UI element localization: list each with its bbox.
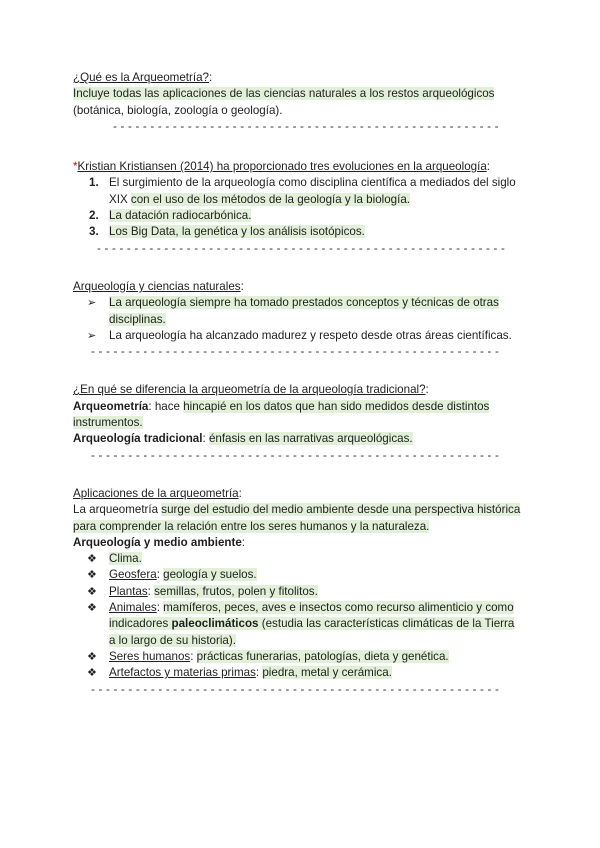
item-text: piedra, metal y cerámica.	[262, 666, 392, 680]
item-text: La arqueología siempre ha tomado prestados conceptos y técnicas de otras disciplinas.	[109, 296, 499, 326]
item-text: Clima.	[109, 552, 142, 566]
list-item	[73, 649, 523, 665]
intro-text-a: La arqueometría	[73, 503, 162, 517]
item-label: Plantas	[109, 584, 148, 598]
diamond-bullet-icon: ❖	[87, 569, 97, 582]
list-item	[73, 584, 523, 600]
item-label: Artefactos y materias primas	[109, 666, 256, 680]
diamond-bullet-icon: ❖	[87, 650, 97, 663]
term-traditional: Arqueología tradicional	[73, 432, 203, 446]
dashed-separator: - - - - - - - - - - - - - - - - - - - - - - - - - - - - - - - - - - - - - - - - - - - - - - - - - - - - - - -	[91, 448, 500, 462]
evolutions-list	[73, 175, 523, 240]
list-item	[73, 295, 523, 328]
item-text: prácticas funerarias, patologías, dieta y genética.	[196, 649, 449, 663]
dashed-separator: - - - - - - - - - - - - - - - - - - - - - - - - - - - - - - - - - - - - - - - - - - - - - - - - - - - -	[113, 119, 499, 133]
section-difference	[73, 382, 523, 398]
section-title: ¿En qué se diferencia la arqueometría de la arqueología tradicional?	[73, 383, 426, 397]
item-text: semillas, frutos, polen y fitolitos.	[154, 584, 318, 598]
title-colon: :	[425, 383, 429, 397]
list-item	[73, 665, 523, 681]
item-label: Animales	[109, 601, 157, 615]
list-number: 2.	[89, 209, 99, 223]
asterisk-mark: *	[73, 160, 78, 174]
item-text: geología y suelos.	[163, 568, 257, 582]
list-item	[73, 175, 523, 208]
item-text-a: mamíferos, peces, aves e insectos como recurso alimenticio y como indicadores	[109, 601, 514, 631]
item-text: La arqueología ha alcanzado madurez y respeto desde otras áreas científicas.	[109, 328, 512, 342]
diamond-bullet-icon: ❖	[87, 585, 97, 598]
item-label: Seres humanos	[109, 649, 191, 663]
document-content	[73, 70, 523, 698]
diamond-bullet-icon: ❖	[87, 602, 97, 615]
item-text-a: El surgimiento de la arqueología como disciplina científica	[109, 176, 407, 190]
item-label: Geosfera	[109, 568, 157, 582]
section-natural-sciences	[73, 279, 523, 295]
arrow-bullet-icon: ➢	[87, 297, 97, 310]
term-connector: :	[202, 432, 209, 446]
list-item	[73, 208, 523, 224]
list-item	[73, 600, 523, 649]
applications-intro	[73, 502, 523, 535]
list-item	[73, 567, 523, 583]
intro-text-b: surge del estudio del medio ambiente desde una perspectiva histórica para comprender la relación entre los seres humanos y la naturaleza.	[73, 503, 521, 533]
dashed-separator: - - - - - - - - - - - - - - - - - - - - - - - - - - - - - - - - - - - - - - - - - - - - - - - - - - - - - - -	[97, 241, 506, 255]
natural-sciences-list	[73, 295, 523, 344]
section-title: Kristian Kristiansen (2014) ha proporcionado tres evoluciones en la arqueología	[77, 160, 487, 174]
definition-line-2: (botánica, biología, zoología o geología).	[73, 103, 283, 117]
item-text: La datación radiocarbónica.	[109, 209, 252, 223]
traditional-definition	[73, 431, 523, 447]
item-bold: paleoclimáticos	[171, 617, 259, 631]
arrow-bullet-icon: ➢	[87, 329, 97, 342]
subsection-colon: :	[241, 535, 246, 549]
archaeometry-definition	[73, 399, 523, 432]
term-archaeometry: Arqueometría	[73, 399, 149, 413]
dashed-separator: - - - - - - - - - - - - - - - - - - - - - - - - - - - - - - - - - - - - - - - - - - - - - - - - - - - - - - -	[91, 682, 500, 696]
item-text-b: (estudia las características climáticas de la Tierra a lo largo de su historia).	[109, 617, 515, 647]
title-colon: :	[238, 486, 242, 500]
item-sep: :	[156, 568, 164, 582]
list-item	[73, 224, 523, 240]
definition-line-1: Incluye todas las aplicaciones de las ciencias naturales a los restos arqueológicos	[73, 87, 495, 101]
section-title: ¿Qué es la Arqueometría?	[73, 71, 209, 84]
subsection-environment	[73, 535, 523, 551]
section-what-is-archaeometry	[73, 70, 523, 86]
list-item	[73, 328, 523, 344]
item-text: Los Big Data, la genética y los análisis isotópicos.	[109, 225, 365, 239]
title-colon: :	[240, 279, 244, 293]
term-description: énfasis en las narrativas arqueológicas.	[208, 432, 413, 446]
item-text-b: a mediados del siglo XIX	[109, 176, 516, 206]
term-description: hincapié en los datos que han sido medidos desde distintos instrumentos.	[73, 399, 490, 430]
diamond-bullet-icon: ❖	[87, 553, 97, 566]
item-text-c: con el uso de los métodos de la geología y la biología.	[130, 192, 411, 206]
subsection-title: Arqueología y medio ambiente	[73, 535, 242, 549]
list-number: 1.	[89, 176, 99, 190]
term-connector: : hace	[148, 399, 184, 413]
section-title: Aplicaciones de la arqueometría	[73, 486, 239, 500]
item-sep: :	[147, 584, 155, 598]
list-number: 3.	[89, 225, 99, 239]
definition-text	[73, 86, 523, 102]
section-title: Arqueología y ciencias naturales	[73, 279, 241, 293]
title-colon: :	[486, 160, 491, 174]
item-sep: :	[190, 649, 197, 663]
section-applications	[73, 486, 523, 502]
section-kristiansen	[73, 159, 523, 175]
list-item	[73, 551, 523, 567]
item-sep: :	[255, 666, 263, 680]
environment-list	[73, 551, 523, 681]
item-sep: :	[156, 601, 164, 615]
title-colon: :	[208, 71, 213, 84]
diamond-bullet-icon: ❖	[87, 667, 97, 680]
dashed-separator: - - - - - - - - - - - - - - - - - - - - - - - - - - - - - - - - - - - - - - - - - - - - - - - - - - - - - - -	[91, 345, 500, 359]
